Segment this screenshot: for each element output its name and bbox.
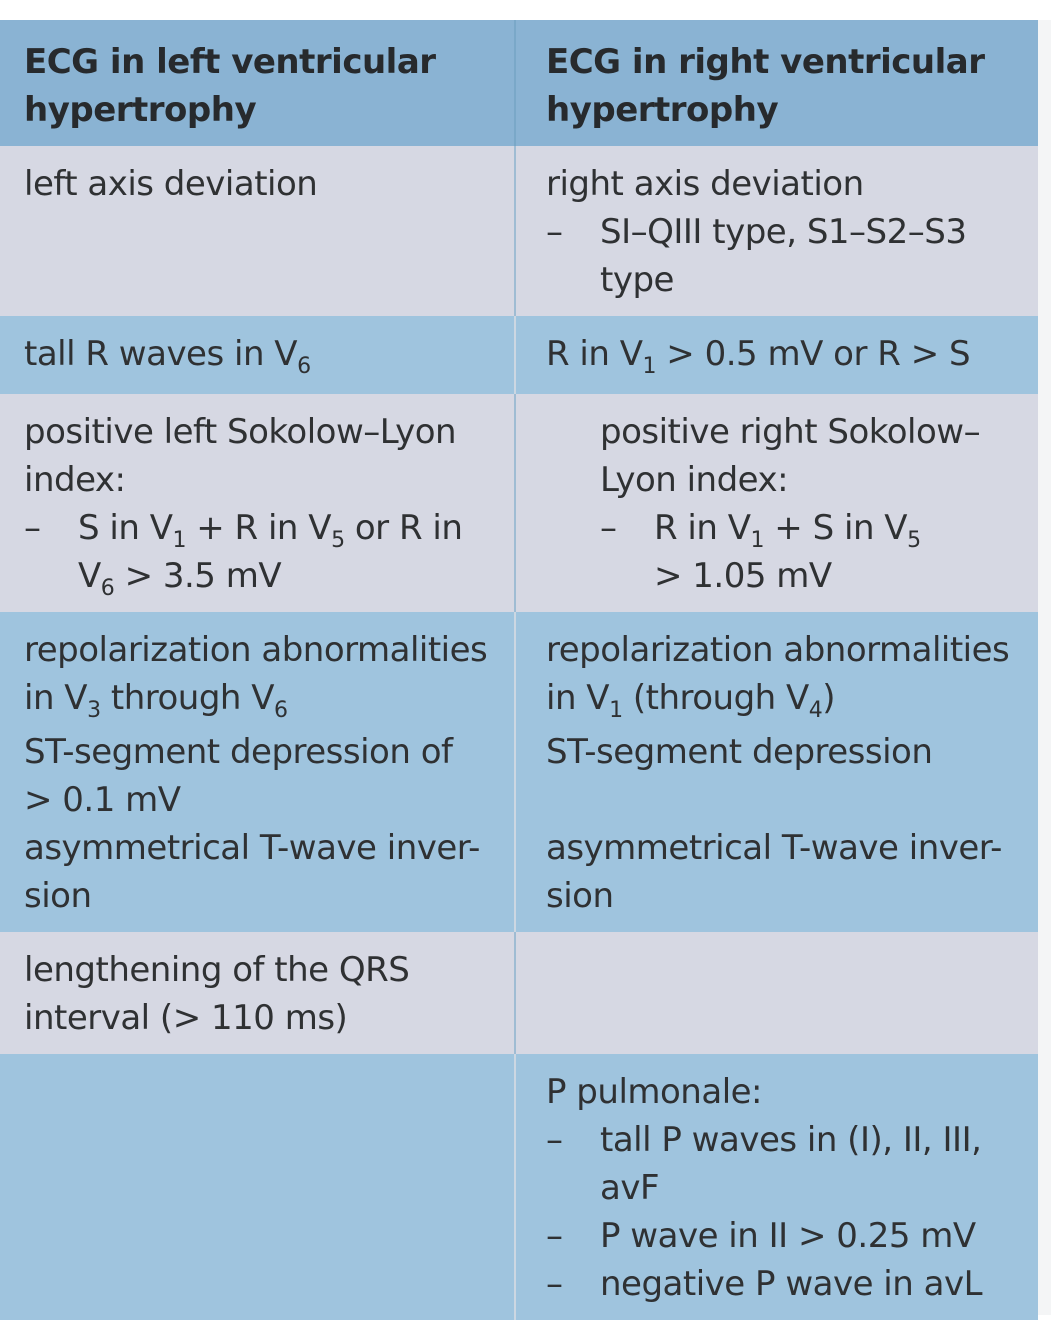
text-part: or R in xyxy=(344,508,463,548)
text-part: R in V xyxy=(654,508,751,548)
cell-p-pulmonale xyxy=(515,1054,1038,1320)
dash-bullet: – xyxy=(24,508,41,548)
subscript: 5 xyxy=(907,528,921,553)
dash-bullet: – xyxy=(546,1120,563,1160)
cell-text: interval (> 110 ms) xyxy=(24,998,348,1038)
cell-text: index: xyxy=(24,460,126,500)
cell-text: positive left Sokolow–Lyon xyxy=(24,412,457,452)
cell-text: sion xyxy=(546,876,614,916)
dash-bullet: – xyxy=(546,1216,563,1256)
text-part: R in V xyxy=(546,334,643,374)
list-item xyxy=(24,504,494,600)
cell-text: asymmetrical T-wave inver- xyxy=(546,828,1002,868)
dash-bullet: – xyxy=(546,1264,563,1304)
text-part: + R in V xyxy=(185,508,332,548)
cell-text: P pulmonale: xyxy=(546,1072,763,1112)
subscript: 6 xyxy=(274,698,288,723)
subscript: 6 xyxy=(297,354,311,379)
list-item xyxy=(546,1116,1018,1212)
header-left-line-1: ECG in left ventricular xyxy=(24,42,436,82)
cell-text xyxy=(24,674,494,722)
list-item xyxy=(546,1212,1018,1260)
table-header-row xyxy=(0,20,1038,146)
cell-text: left axis deviation xyxy=(24,164,318,204)
text-part: + S in V xyxy=(764,508,908,548)
subscript: 3 xyxy=(87,698,101,723)
spacer xyxy=(546,776,1018,824)
cell-text xyxy=(654,504,1018,552)
table-row xyxy=(0,394,1038,612)
cell-text: lengthening of the QRS xyxy=(24,950,410,990)
cell-empty xyxy=(0,1054,515,1320)
cell-left-sokolow xyxy=(0,394,515,612)
dash-bullet: – xyxy=(546,212,563,252)
right-margin xyxy=(1038,20,1051,1315)
header-right-ventricular xyxy=(515,20,1038,146)
subscript: 6 xyxy=(100,576,115,601)
cell-text: repolarization abnormalities xyxy=(546,630,1010,670)
list-item xyxy=(546,208,1018,304)
cell-text: ST-segment depression of xyxy=(24,732,453,772)
cell-text xyxy=(546,674,1018,722)
indented-block xyxy=(546,408,1018,600)
table-row xyxy=(0,612,1038,932)
subscript: 5 xyxy=(331,528,345,553)
subscript: 1 xyxy=(172,528,186,553)
subscript: 1 xyxy=(642,354,656,379)
cell-qrs-lengthening xyxy=(0,932,515,1054)
subscript: 1 xyxy=(750,528,764,553)
subscript: 1 xyxy=(609,698,623,723)
cell-text: asymmetrical T-wave inver- xyxy=(24,828,480,868)
cell-text xyxy=(78,552,494,600)
dash-bullet: – xyxy=(600,508,617,548)
text-part: tall R waves in V xyxy=(24,334,298,374)
cell-text: type xyxy=(600,260,674,300)
cell-text: avF xyxy=(600,1168,660,1208)
text-part: V xyxy=(78,556,101,596)
cell-text: Lyon index: xyxy=(600,460,789,500)
table-row xyxy=(0,146,1038,316)
header-right-line-2: hypertrophy xyxy=(546,90,779,130)
cell-text: negative P wave in avL xyxy=(600,1264,983,1304)
cell-text: repolarization abnormalities xyxy=(24,630,488,670)
table-row xyxy=(0,932,1038,1054)
text-part: > 3.5 mV xyxy=(114,556,282,596)
cell-text: sion xyxy=(24,876,92,916)
cell-text: positive right Sokolow– xyxy=(600,412,981,452)
cell-text: right axis deviation xyxy=(546,164,864,204)
cell-text: ST-segment depression xyxy=(546,732,933,772)
text-part: ) xyxy=(822,678,836,718)
ecg-hypertrophy-table xyxy=(0,20,1038,1320)
header-right-line-1: ECG in right ventricular xyxy=(546,42,985,82)
text-part: in V xyxy=(546,678,610,718)
table-row xyxy=(0,1054,1038,1320)
cell-right-repolarization xyxy=(515,612,1038,932)
cell-text: P wave in II > 0.25 mV xyxy=(600,1216,976,1256)
cell-right-axis xyxy=(515,146,1038,316)
header-left-ventricular xyxy=(0,20,515,146)
list-item xyxy=(546,1260,1018,1308)
cell-left-axis xyxy=(0,146,515,316)
cell-r-in-v1 xyxy=(515,316,1038,394)
text-part: in V xyxy=(24,678,88,718)
cell-text: > 1.05 mV xyxy=(654,556,832,596)
table-row xyxy=(0,316,1038,394)
header-left-line-2: hypertrophy xyxy=(24,90,257,130)
text-part: through V xyxy=(100,678,275,718)
top-margin xyxy=(0,0,1051,20)
subscript: 4 xyxy=(808,698,823,723)
cell-text: > 0.1 mV xyxy=(24,780,181,820)
text-part: > 0.5 mV or R > S xyxy=(656,334,971,374)
cell-text: tall P waves in (I), II, III, xyxy=(600,1120,982,1160)
list-item xyxy=(600,504,1018,600)
cell-text xyxy=(24,330,494,378)
cell-text xyxy=(546,330,1018,378)
cell-right-sokolow xyxy=(515,394,1038,612)
cell-text xyxy=(78,504,494,552)
cell-text: SI–QIII type, S1–S2–S3 xyxy=(600,212,967,252)
cell-empty xyxy=(515,932,1038,1054)
text-part: S in V xyxy=(78,508,173,548)
cell-tall-r-waves xyxy=(0,316,515,394)
cell-left-repolarization xyxy=(0,612,515,932)
text-part: (through V xyxy=(622,678,809,718)
